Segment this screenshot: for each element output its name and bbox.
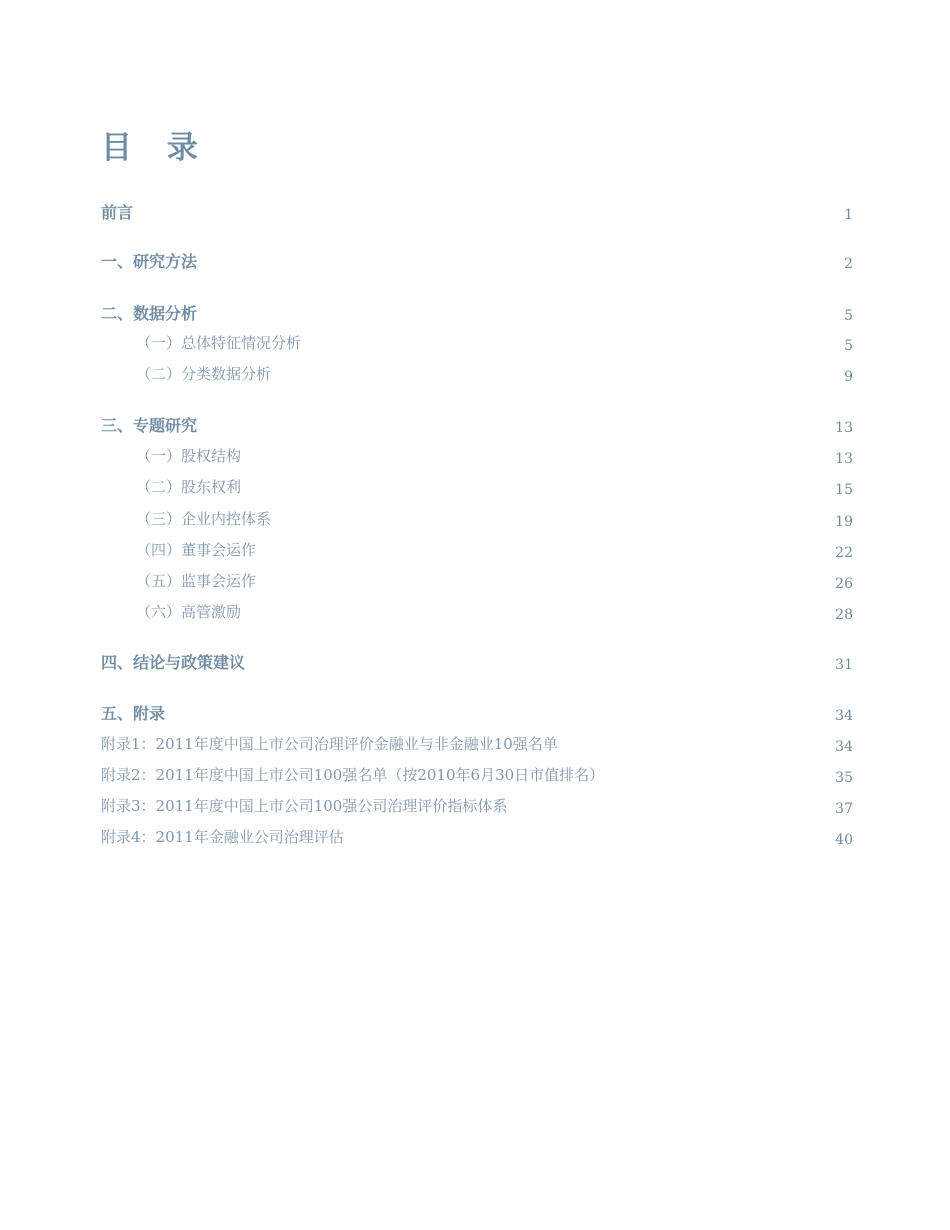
toc-entry-label: 三、专题研究 xyxy=(101,413,203,436)
dot-leader xyxy=(564,730,817,756)
toc-appendix-4[interactable] xyxy=(101,823,853,849)
dot-leader xyxy=(251,648,817,674)
toc-page-number: 34 xyxy=(835,708,853,724)
dot-leader xyxy=(262,536,817,562)
toc-subentry-executive-incentive[interactable] xyxy=(136,598,853,624)
dot-leader xyxy=(247,473,817,499)
toc-entry-label: 二、数据分析 xyxy=(101,301,203,324)
toc-page-number: 28 xyxy=(835,607,853,623)
toc-page-number: 35 xyxy=(835,770,853,786)
toc-entry-label: 附录4：2011年金融业公司治理评估 xyxy=(101,826,350,847)
dot-leader xyxy=(610,761,817,787)
dot-leader xyxy=(247,442,817,468)
toc-entry-label: （一）总体特征情况分析 xyxy=(136,332,307,353)
toc-entry-label: 附录1：2011年度中国上市公司治理评价金融业与非金融业10强名单 xyxy=(101,733,564,754)
toc-entry-label: 附录2：2011年度中国上市公司100强名单（按2010年6月30日市值排名） xyxy=(101,764,610,785)
toc-entry-label: 附录3：2011年度中国上市公司100强公司治理评价指标体系 xyxy=(101,795,513,816)
toc-entry-research-method[interactable] xyxy=(101,247,853,273)
toc-page-number: 5 xyxy=(844,338,853,354)
dot-leader xyxy=(203,247,817,273)
toc-subentry-shareholder-rights[interactable] xyxy=(136,473,853,499)
dot-leader xyxy=(350,823,817,849)
toc-entry-label: 四、结论与政策建议 xyxy=(101,650,251,673)
toc-subentry-supervisory-board[interactable] xyxy=(136,567,853,593)
toc-page-number: 31 xyxy=(835,657,853,673)
toc-appendix-2[interactable] xyxy=(101,761,853,787)
toc-page-number: 34 xyxy=(835,739,853,755)
toc-subentry-internal-control[interactable] xyxy=(136,505,853,531)
toc-entry-appendix[interactable] xyxy=(101,699,853,725)
toc-page-number: 13 xyxy=(835,451,853,467)
toc-page-number: 37 xyxy=(835,801,853,817)
toc-entry-label: 五、附录 xyxy=(101,701,171,724)
toc-page-number: 1 xyxy=(844,207,853,223)
toc-subentry-category-analysis[interactable] xyxy=(136,360,853,386)
dot-leader xyxy=(277,360,817,386)
toc-page-number: 2 xyxy=(844,256,853,272)
toc-entry-label: （六）高管激励 xyxy=(136,601,247,622)
toc-entry-label: （三）企业内控体系 xyxy=(136,508,277,529)
dot-leader xyxy=(171,699,817,725)
dot-leader xyxy=(513,792,817,818)
dot-leader xyxy=(247,598,817,624)
toc-page-number: 5 xyxy=(844,308,853,324)
toc-page-number: 19 xyxy=(835,514,853,530)
toc-page-number: 15 xyxy=(835,482,853,498)
toc-subentry-ownership[interactable] xyxy=(136,442,853,468)
toc-page-number: 26 xyxy=(835,576,853,592)
toc-entry-label: （二）分类数据分析 xyxy=(136,363,277,384)
toc-entry-conclusions[interactable] xyxy=(101,648,853,674)
toc-entry-label: （一）股权结构 xyxy=(136,445,247,466)
toc-page-number: 40 xyxy=(835,832,853,848)
dot-leader xyxy=(262,567,817,593)
dot-leader xyxy=(139,198,817,224)
toc-subentry-board-operation[interactable] xyxy=(136,536,853,562)
dot-leader xyxy=(203,299,817,325)
toc-entry-preface[interactable] xyxy=(101,198,853,224)
toc-page-number: 9 xyxy=(844,369,853,385)
toc-appendix-1[interactable] xyxy=(101,730,853,756)
toc-entry-label: （四）董事会运作 xyxy=(136,539,262,560)
toc-entry-label: （二）股东权利 xyxy=(136,476,247,497)
dot-leader xyxy=(307,329,817,355)
toc-entry-label: 前言 xyxy=(101,200,139,223)
dot-leader xyxy=(203,411,817,437)
dot-leader xyxy=(277,505,817,531)
toc-entry-special-topics[interactable] xyxy=(101,411,853,437)
toc-entry-label: 一、研究方法 xyxy=(101,249,203,272)
toc-page-number: 13 xyxy=(835,420,853,436)
toc-entry-label: （五）监事会运作 xyxy=(136,570,262,591)
toc-entry-data-analysis[interactable] xyxy=(101,299,853,325)
page-title: 目 录 xyxy=(101,130,210,166)
toc-page-number: 22 xyxy=(835,545,853,561)
toc-subentry-overall-characteristics[interactable] xyxy=(136,329,853,355)
toc-appendix-3[interactable] xyxy=(101,792,853,818)
